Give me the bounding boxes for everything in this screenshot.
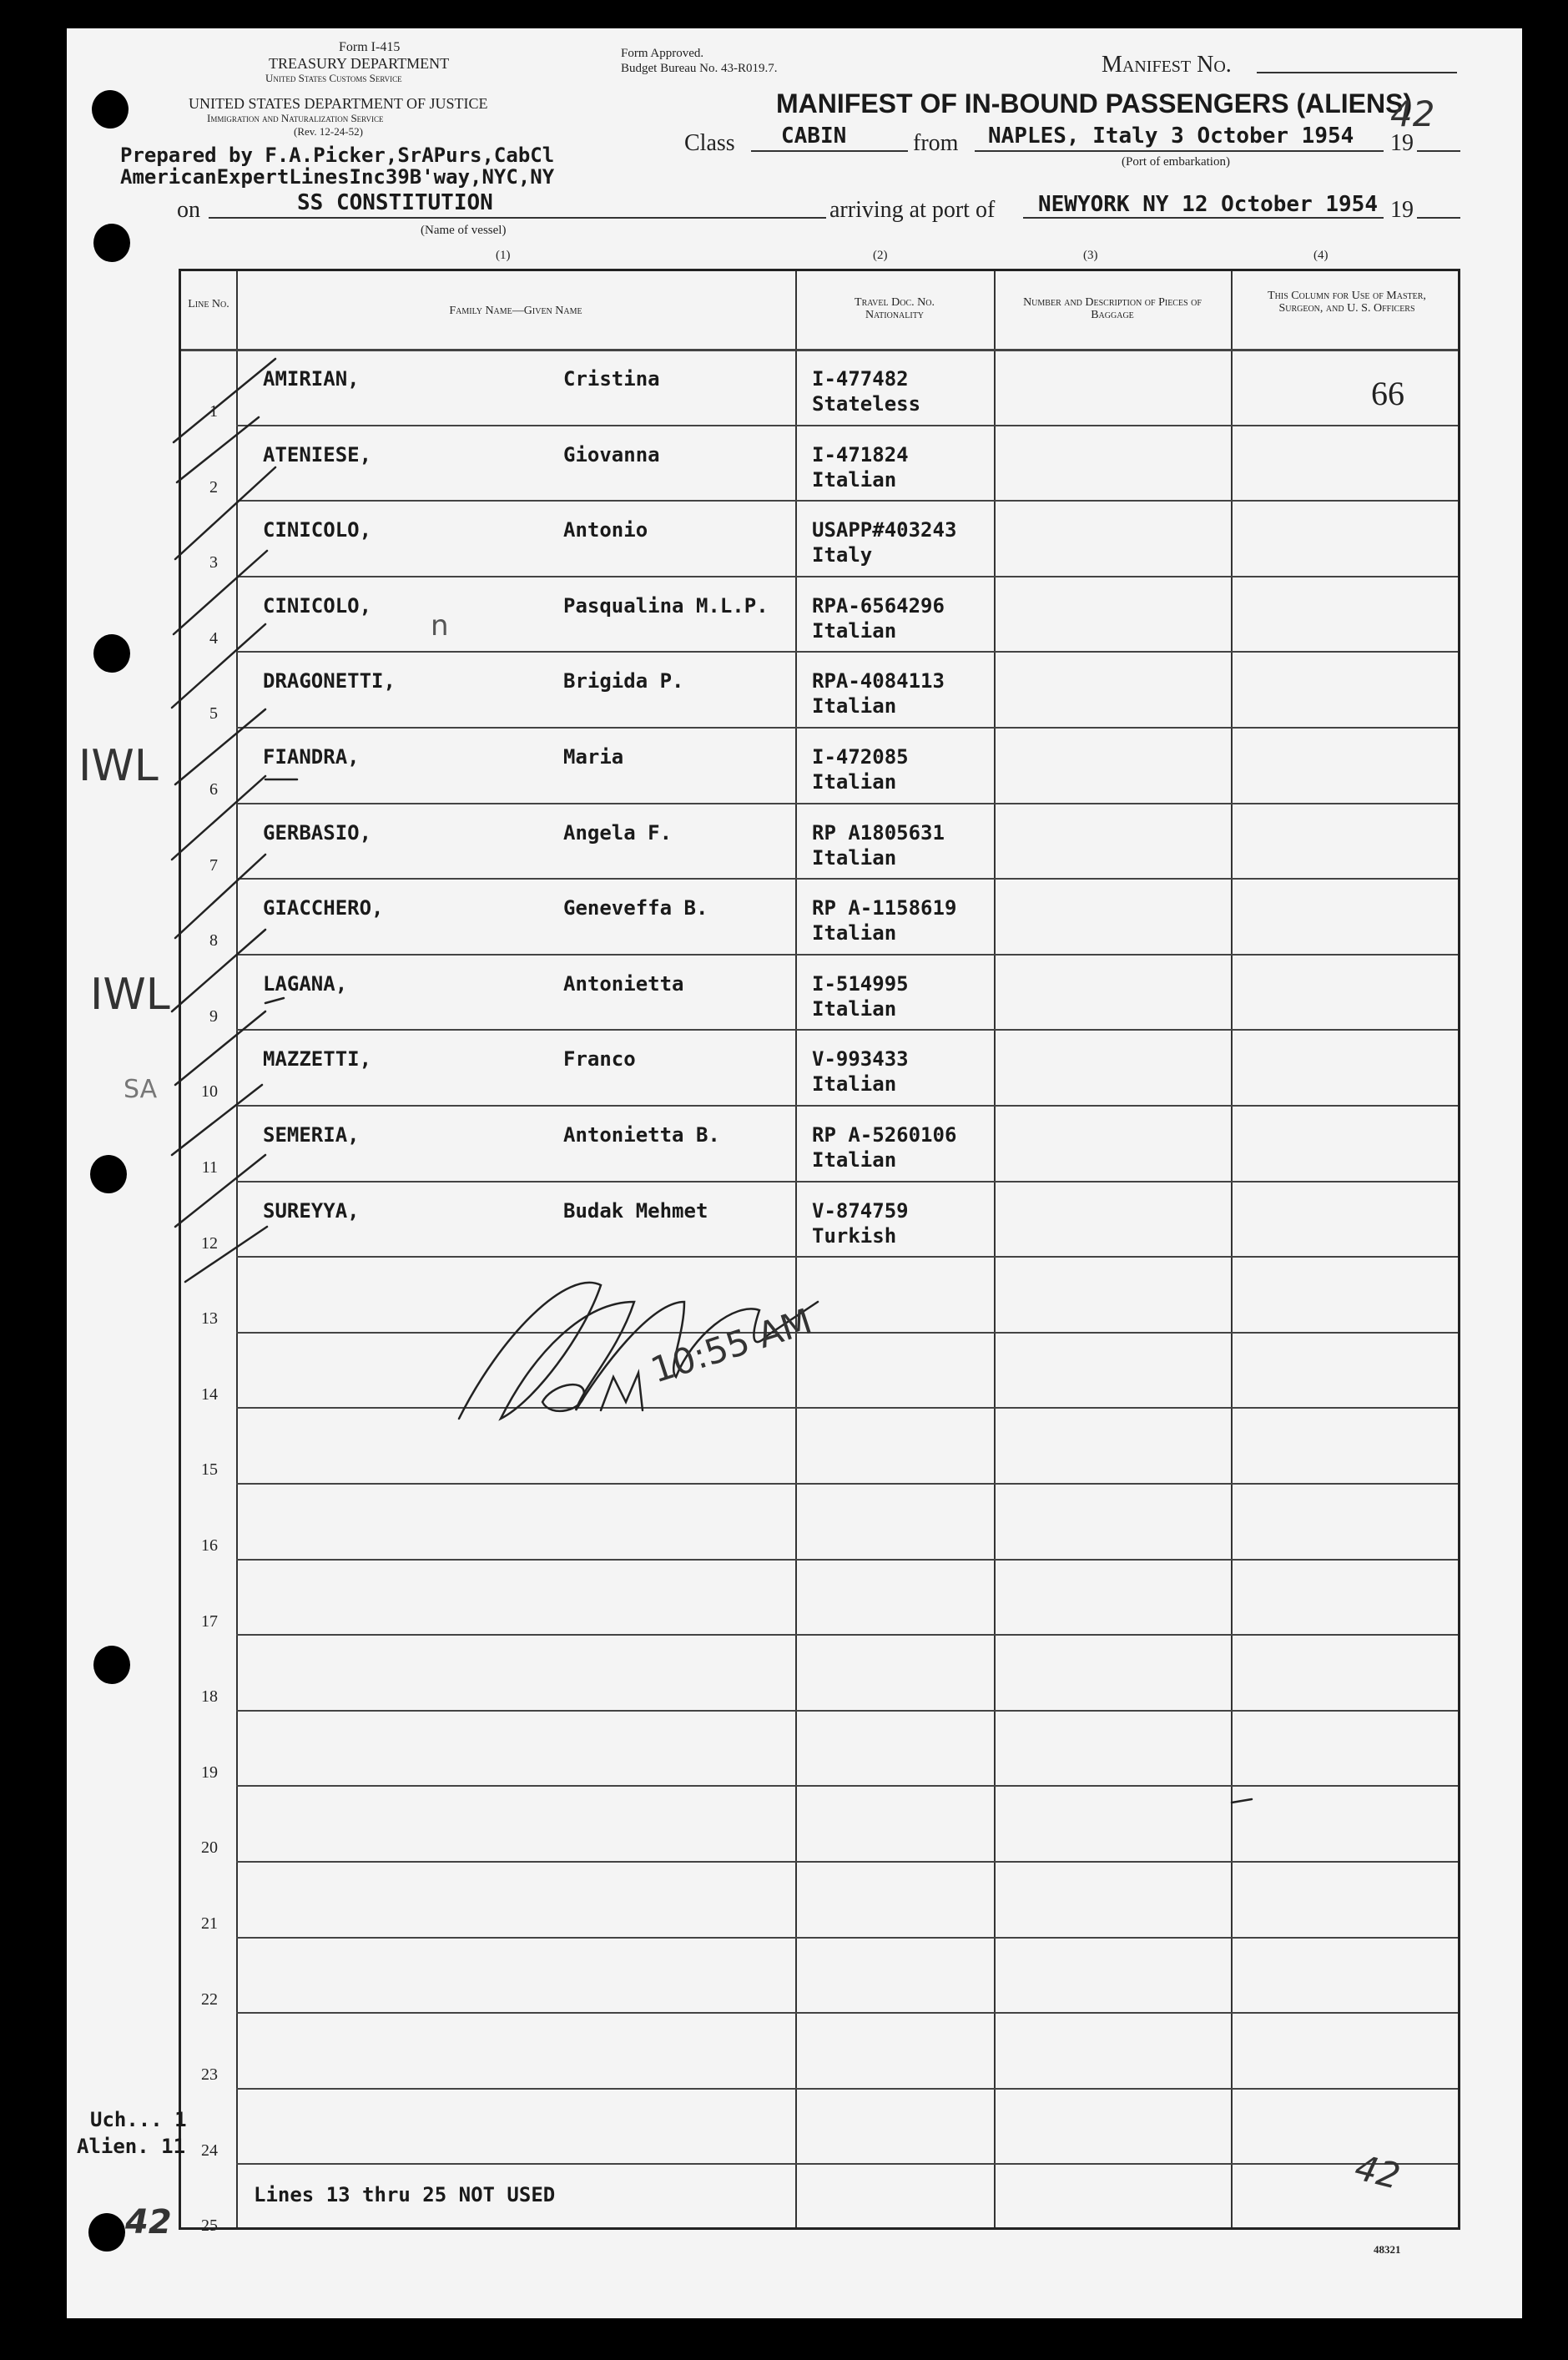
page-number-bottom-left: 42 xyxy=(125,2203,172,2241)
check-mark xyxy=(174,359,275,442)
ditto-mark: n xyxy=(431,609,449,643)
class-value: CABIN xyxy=(781,124,847,149)
port-embarkation-caption: (Port of embarkation) xyxy=(1122,155,1230,169)
line-number: 20 xyxy=(201,1838,218,1858)
check-mark xyxy=(172,776,265,860)
customs-service: United States Customs Service xyxy=(265,72,402,84)
header-officers: This Column for Use of Master, Surgeon, and U. S. Officers xyxy=(1268,290,1426,315)
travel-doc-number: RP A1805631 xyxy=(812,820,945,845)
given-name: Cristina xyxy=(563,367,660,391)
prepared-by-line2: AmericanExpertLinesInc39B'way,NYC,NY xyxy=(120,165,555,189)
travel-doc-number: RPA-4084113 xyxy=(812,669,945,693)
manifest-no-label: Manifest No. xyxy=(1102,52,1232,78)
check-mark xyxy=(177,417,259,482)
travel-doc-number: V-993433 xyxy=(812,1047,909,1072)
line-number: 11 xyxy=(201,1158,218,1177)
class-label: Class xyxy=(684,130,735,156)
line-number: 4 xyxy=(209,628,218,648)
nationality: Italian xyxy=(812,1148,897,1172)
family-name: GIACCHERO, xyxy=(263,896,384,920)
given-name: Geneveffa B. xyxy=(563,896,708,920)
line-number: 8 xyxy=(209,931,218,951)
prepared-by-line1: Prepared by F.A.Picker,SrAPurs,CabCl xyxy=(120,144,555,167)
line-number: 22 xyxy=(201,1989,218,2009)
nationality: Italian xyxy=(812,770,897,794)
annotation-sa: SA xyxy=(124,1075,158,1104)
check-mark xyxy=(175,467,275,559)
line-number: 5 xyxy=(209,704,218,724)
form-number: Form I-415 xyxy=(339,40,401,54)
nationality: Italy xyxy=(812,543,873,567)
nationality: Italian xyxy=(812,1072,897,1097)
given-name: Giovanna xyxy=(563,442,660,466)
treasury-dept: TREASURY DEPARTMENT xyxy=(269,55,450,72)
check-mark xyxy=(175,855,265,938)
family-name: GERBASIO, xyxy=(263,820,372,845)
lines-not-used-note: Lines 13 thru 25 NOT USED xyxy=(254,2183,556,2206)
print-code: 48321 xyxy=(1374,2243,1401,2256)
col-number-2: (2) xyxy=(873,249,888,262)
line-number: 2 xyxy=(209,477,218,497)
family-name: AMIRIAN, xyxy=(263,367,360,391)
given-name: Budak Mehmet xyxy=(563,1198,708,1223)
nationality: Italian xyxy=(812,467,897,492)
budget-bureau: Budget Bureau No. 43-R019.7. xyxy=(621,62,778,75)
family-name: ATENIESE, xyxy=(263,442,372,466)
underline-mark xyxy=(265,998,284,1003)
given-name: Angela F. xyxy=(563,820,673,845)
check-mark xyxy=(185,1227,267,1282)
check-mark xyxy=(172,1085,262,1155)
family-name: CINICOLO, xyxy=(263,593,372,618)
check-mark xyxy=(175,1155,265,1227)
given-name: Antonietta xyxy=(563,971,684,996)
col-number-4: (4) xyxy=(1313,249,1329,262)
annotation-iwl-1: IWL xyxy=(78,741,159,791)
annotation-iwl-2: IWL xyxy=(90,970,170,1020)
line-number: 25 xyxy=(201,2216,218,2236)
line-number: 18 xyxy=(201,1687,218,1707)
manifest-title: MANIFEST OF IN-BOUND PASSENGERS (ALIENS) xyxy=(776,88,1413,119)
line-number: 24 xyxy=(201,2141,218,2160)
given-name: Franco xyxy=(563,1047,636,1072)
given-name: Brigida P. xyxy=(563,669,684,693)
travel-doc-number: V-874759 xyxy=(812,1198,909,1223)
given-name: Antonietta B. xyxy=(563,1123,720,1147)
arriving-label: arriving at port of xyxy=(829,197,996,223)
line-number: 19 xyxy=(201,1762,218,1782)
header-travel-doc: Travel Doc. No. Nationality xyxy=(855,296,935,321)
page-number-handwritten: 42 xyxy=(1390,93,1435,134)
check-mark xyxy=(174,551,267,634)
nationality: Turkish xyxy=(812,1223,897,1248)
travel-doc-number: I-472085 xyxy=(812,745,909,769)
tally-alien: Alien. 11 xyxy=(77,2135,186,2158)
travel-doc-number: RP A-1158619 xyxy=(812,896,957,920)
family-name: CINICOLO, xyxy=(263,518,372,542)
travel-doc-number: I-471824 xyxy=(812,442,909,466)
line-number: 17 xyxy=(201,1611,218,1631)
header-line-no: Line No. xyxy=(188,298,229,310)
given-name: Maria xyxy=(563,745,624,769)
header-name: Family Name—Given Name xyxy=(449,305,582,317)
family-name: FIANDRA, xyxy=(263,745,360,769)
nationality: Italian xyxy=(812,845,897,870)
vessel-caption: (Name of vessel) xyxy=(421,224,507,237)
travel-doc-number: I-477482 xyxy=(812,367,909,391)
page-number-bottom-right: 42 xyxy=(1350,2146,1404,2197)
ins-service: Immigration and Naturalization Service xyxy=(207,112,384,124)
check-mark xyxy=(172,930,265,1011)
year-label-arrival: 19 xyxy=(1390,197,1414,223)
line-number: 23 xyxy=(201,2065,218,2085)
on-label: on xyxy=(177,197,200,223)
arriving-value: NEWYORK NY 12 October 1954 xyxy=(1038,192,1378,217)
check-mark xyxy=(172,624,265,708)
family-name: SUREYYA, xyxy=(263,1198,360,1223)
line-number: 9 xyxy=(209,1006,218,1026)
revision: (Rev. 12-24-52) xyxy=(294,125,363,138)
given-name: Pasqualina M.L.P. xyxy=(563,593,769,618)
line-number: 15 xyxy=(201,1460,218,1480)
family-name: LAGANA, xyxy=(263,971,348,996)
line-number: 14 xyxy=(201,1384,218,1404)
travel-doc-number: RPA-6564296 xyxy=(812,593,945,618)
header-baggage: Number and Description of Pieces of Baggage xyxy=(1023,296,1202,321)
nationality: Italian xyxy=(812,921,897,946)
from-label: from xyxy=(913,130,959,156)
line-number: 10 xyxy=(201,1082,218,1102)
vessel-value: SS CONSTITUTION xyxy=(297,190,493,215)
time-stamp-handwritten: 10:55 AM xyxy=(646,1300,817,1391)
line-number: 6 xyxy=(209,780,218,799)
col-number-1: (1) xyxy=(496,249,511,262)
family-name: DRAGONETTI, xyxy=(263,669,396,693)
from-value: NAPLES, Italy 3 October 1954 xyxy=(988,124,1354,149)
justice-dept: UNITED STATES DEPARTMENT OF JUSTICE xyxy=(189,95,488,112)
family-name: MAZZETTI, xyxy=(263,1047,372,1072)
officer-note: 66 xyxy=(1371,375,1404,412)
dash-mark xyxy=(1232,1799,1252,1803)
line-number: 12 xyxy=(201,1233,218,1253)
nationality: Italian xyxy=(812,996,897,1021)
line-number: 1 xyxy=(209,402,218,421)
travel-doc-number: USAPP#403243 xyxy=(812,518,957,542)
nationality: Italian xyxy=(812,618,897,643)
check-mark xyxy=(175,1011,265,1085)
family-name: SEMERIA, xyxy=(263,1123,360,1147)
tally-uscit: Uch... 1 xyxy=(90,2108,187,2131)
year-label: 19 xyxy=(1390,130,1414,156)
line-number: 3 xyxy=(209,553,218,572)
line-number: 16 xyxy=(201,1536,218,1555)
nationality: Stateless xyxy=(812,392,921,416)
given-name: Antonio xyxy=(563,518,648,542)
nationality: Italian xyxy=(812,694,897,719)
form-approved: Form Approved. xyxy=(621,47,704,60)
line-number: 21 xyxy=(201,1914,218,1933)
line-number: 7 xyxy=(209,855,218,875)
line-number: 13 xyxy=(201,1309,218,1329)
check-mark xyxy=(175,709,265,784)
travel-doc-number: I-514995 xyxy=(812,971,909,996)
col-number-3: (3) xyxy=(1083,249,1098,262)
travel-doc-number: RP A-5260106 xyxy=(812,1123,957,1147)
